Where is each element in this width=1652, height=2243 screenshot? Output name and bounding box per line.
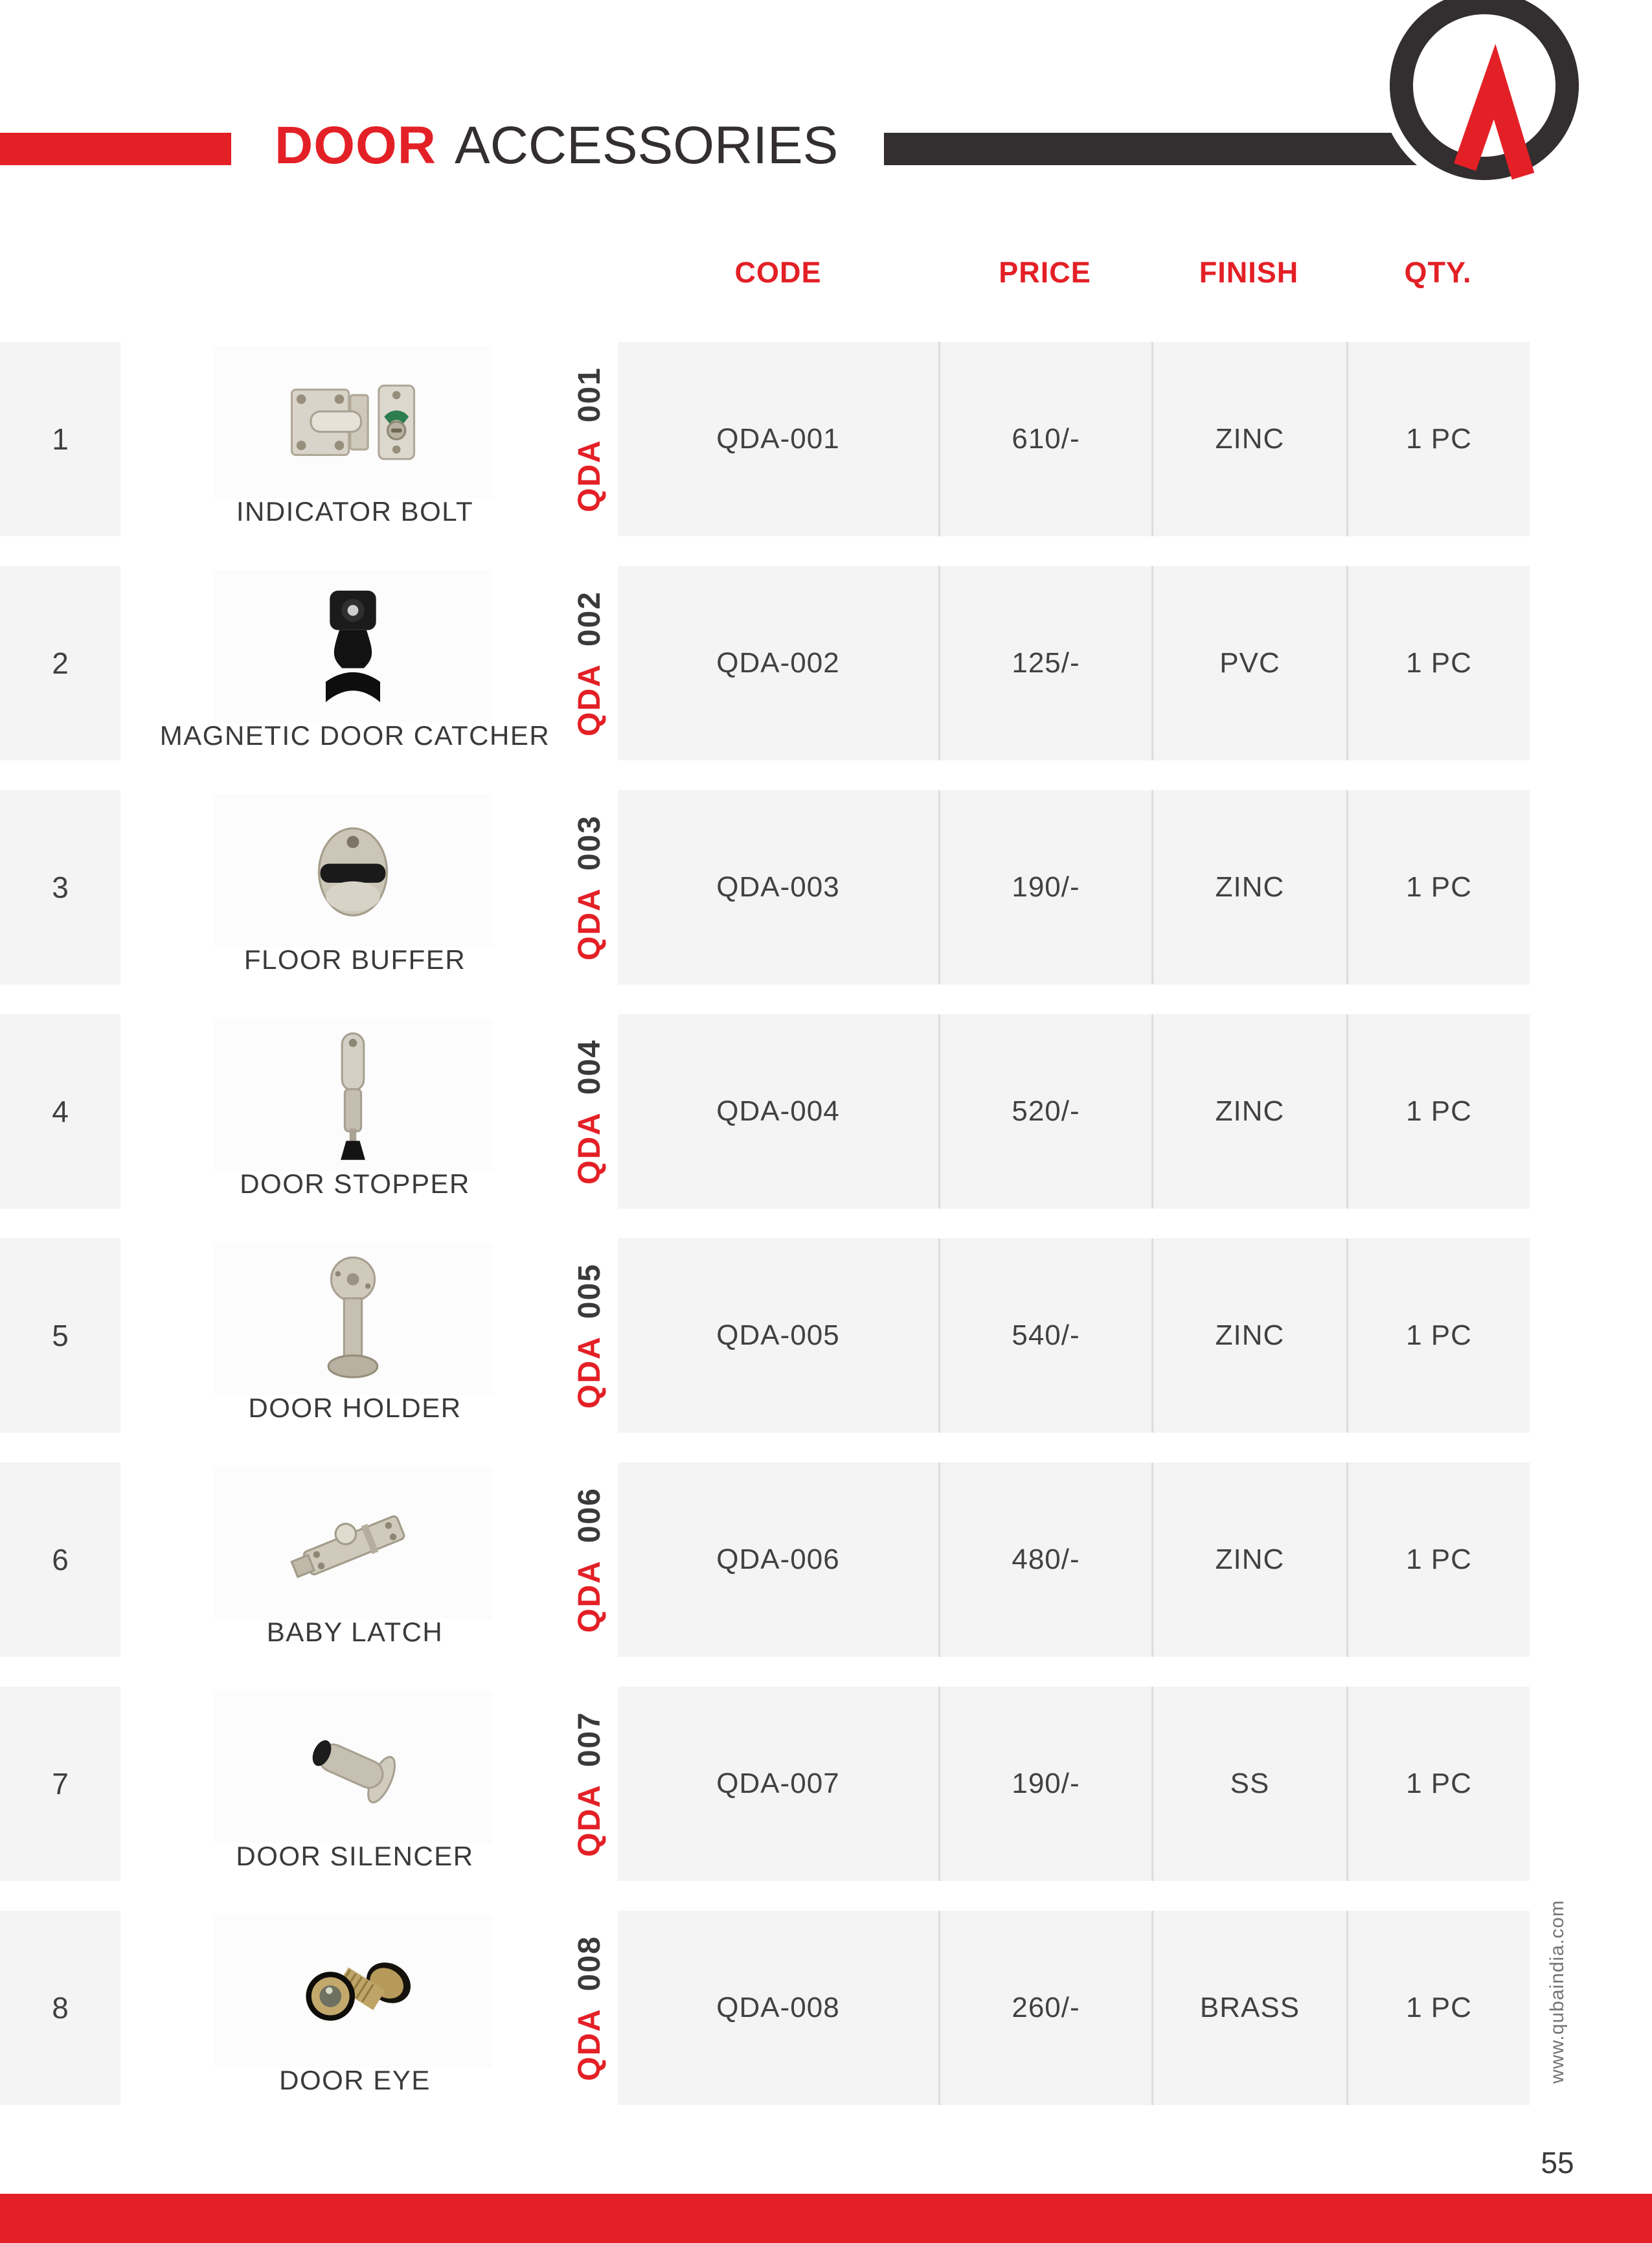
- column-header-finish: FINISH: [1199, 256, 1299, 289]
- product-row: [0, 566, 1652, 760]
- row-number-cell: [0, 1238, 120, 1433]
- price-cell: 520/-: [938, 1014, 1151, 1209]
- product-row: [0, 342, 1652, 536]
- finish-cell: BRASS: [1151, 1911, 1346, 2105]
- product-row: [0, 1687, 1652, 1881]
- code-cell: QDA-005: [618, 1238, 938, 1433]
- quba-logo-icon: [1360, 0, 1652, 201]
- door-holder-photo: [214, 1242, 492, 1395]
- indicator-bolt-photo: [214, 346, 492, 499]
- product-row: [0, 1463, 1652, 1657]
- product-row: [0, 790, 1652, 985]
- footer-red-bar: [0, 2194, 1652, 2243]
- row-number: 2: [52, 646, 69, 680]
- row-number: 5: [52, 1319, 69, 1352]
- qty-cell: 1 PC: [1346, 1238, 1530, 1433]
- vertical-label-prefix: QDA: [572, 2007, 607, 2081]
- code-cell: QDA-004: [618, 1014, 938, 1209]
- magnetic-door-catcher-photo: [214, 570, 492, 723]
- vertical-label-prefix: QDA: [572, 1335, 607, 1409]
- row-number-cell: [0, 342, 120, 536]
- vertical-label-prefix: QDA: [572, 438, 607, 512]
- price-cell: 190/-: [938, 790, 1151, 985]
- product-name: DOOR EYE: [279, 2065, 431, 2095]
- page-title-accessories: ACCESSORIES: [455, 116, 839, 175]
- finish-cell: ZINC: [1151, 1463, 1346, 1657]
- product-row: [0, 1238, 1652, 1433]
- row-number-cell: [0, 1687, 120, 1881]
- page-title-door: DOOR: [275, 116, 436, 175]
- price-cell: 480/-: [938, 1463, 1151, 1657]
- door-silencer-photo: [214, 1691, 492, 1843]
- vertical-label-number: 002: [572, 590, 607, 646]
- product-row: [0, 1911, 1652, 2105]
- door-stopper-photo: [214, 1018, 492, 1171]
- vertical-label-prefix: QDA: [572, 1559, 607, 1633]
- vertical-label-prefix: QDA: [572, 887, 607, 961]
- product-name: DOOR HOLDER: [248, 1393, 462, 1423]
- row-number-cell: [0, 1014, 120, 1209]
- page-title: [275, 116, 839, 175]
- vertical-label-number: 007: [572, 1711, 607, 1767]
- header-dark-bar: [884, 133, 1434, 165]
- finish-cell: SS: [1151, 1687, 1346, 1881]
- product-name: INDICATOR BOLT: [236, 496, 474, 527]
- website-vertical-text: www.qubaindia.com: [1546, 1900, 1568, 2084]
- row-number-cell: [0, 790, 120, 985]
- page-number: 55: [1541, 2146, 1574, 2180]
- row-number-cell: [0, 1911, 120, 2105]
- header-red-bar: [0, 133, 231, 165]
- door-eye-photo: [214, 1915, 492, 2067]
- product-name: MAGNETIC DOOR CATCHER: [159, 720, 550, 751]
- finish-cell: ZINC: [1151, 790, 1346, 985]
- vertical-label-prefix: QDA: [572, 663, 607, 736]
- qty-cell: 1 PC: [1346, 566, 1530, 760]
- row-number: 1: [52, 422, 69, 456]
- qty-cell: 1 PC: [1346, 1911, 1530, 2105]
- finish-cell: PVC: [1151, 566, 1346, 760]
- column-header-code: CODE: [734, 256, 822, 289]
- price-cell: 540/-: [938, 1238, 1151, 1433]
- floor-buffer-photo: [214, 794, 492, 947]
- qty-cell: 1 PC: [1346, 1463, 1530, 1657]
- row-number: 4: [52, 1095, 69, 1128]
- vertical-label-number: 004: [572, 1038, 607, 1095]
- vertical-label-prefix: QDA: [572, 1111, 607, 1185]
- baby-latch-photo: [214, 1466, 492, 1619]
- row-number: 8: [52, 1991, 69, 2025]
- vertical-label-number: 001: [572, 366, 607, 422]
- vertical-label-number: 008: [572, 1935, 607, 1991]
- code-cell: QDA-002: [618, 566, 938, 760]
- qty-cell: 1 PC: [1346, 1687, 1530, 1881]
- product-name: FLOOR BUFFER: [243, 944, 466, 975]
- product-row: [0, 1014, 1652, 1209]
- price-cell: 260/-: [938, 1911, 1151, 2105]
- code-cell: QDA-003: [618, 790, 938, 985]
- column-header-qty: QTY.: [1404, 256, 1472, 289]
- code-cell: QDA-007: [618, 1687, 938, 1881]
- product-name: BABY LATCH: [266, 1617, 444, 1647]
- qty-cell: 1 PC: [1346, 342, 1530, 536]
- product-name: DOOR SILENCER: [236, 1841, 474, 1871]
- qty-cell: 1 PC: [1346, 790, 1530, 985]
- row-number-cell: [0, 1463, 120, 1657]
- row-number: 3: [52, 871, 69, 904]
- price-cell: 190/-: [938, 1687, 1151, 1881]
- code-cell: QDA-006: [618, 1463, 938, 1657]
- row-number-cell: [0, 566, 120, 760]
- price-cell: 125/-: [938, 566, 1151, 760]
- column-header-price: PRICE: [999, 256, 1091, 289]
- product-name: DOOR STOPPER: [240, 1168, 470, 1199]
- vertical-label-number: 003: [572, 814, 607, 871]
- finish-cell: ZINC: [1151, 1014, 1346, 1209]
- price-cell: 610/-: [938, 342, 1151, 536]
- code-cell: QDA-001: [618, 342, 938, 536]
- vertical-label-number: 006: [572, 1486, 607, 1543]
- row-number: 6: [52, 1543, 69, 1577]
- row-number: 7: [52, 1767, 69, 1801]
- vertical-label-number: 005: [572, 1262, 607, 1319]
- code-cell: QDA-008: [618, 1911, 938, 2105]
- vertical-label-prefix: QDA: [572, 1783, 607, 1857]
- finish-cell: ZINC: [1151, 1238, 1346, 1433]
- qty-cell: 1 PC: [1346, 1014, 1530, 1209]
- finish-cell: ZINC: [1151, 342, 1346, 536]
